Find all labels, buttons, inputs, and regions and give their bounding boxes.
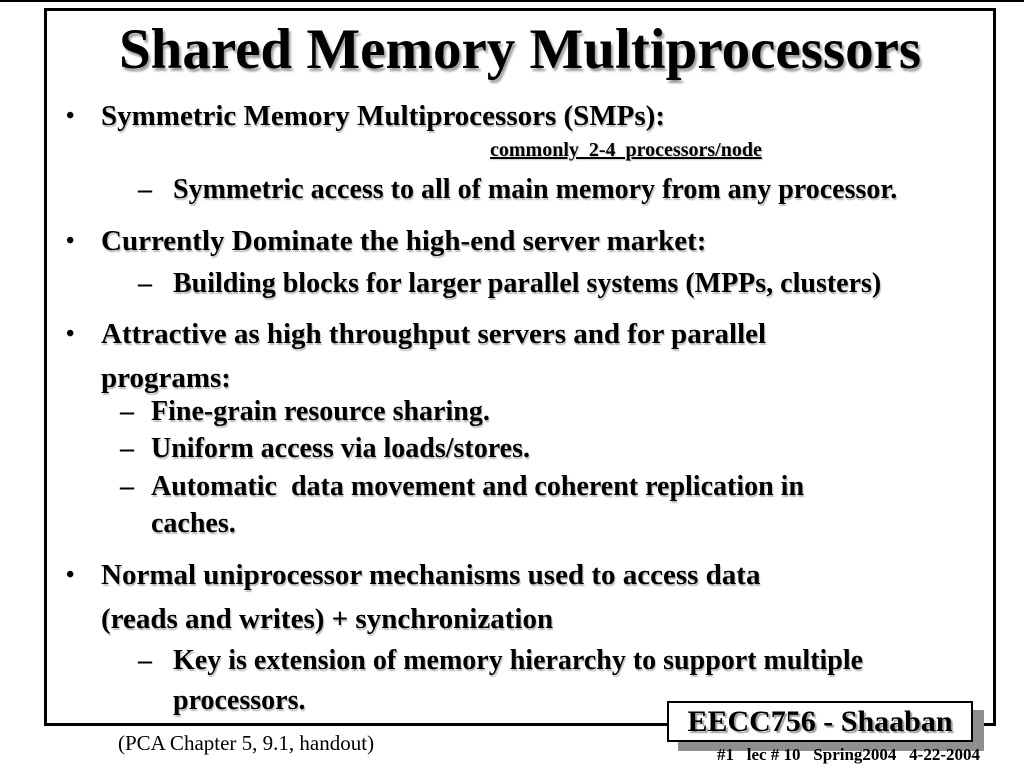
dash-icon: – [138,645,152,676]
bullet-item [0,312,1024,400]
bullet-icon: • [66,562,75,588]
top-border-line [0,0,1024,2]
dash-icon: – [138,174,152,205]
sub-bullet-item [0,430,1024,467]
sub-bullet-item [0,170,1024,210]
sub-bullet-text: Building blocks for larger parallel systems (MPPs, clusters) [173,268,882,299]
bullet-text: Normal uniprocessor mechanisms used to access data [101,559,761,591]
sub-bullet-text: Fine-grain resource sharing. [151,396,490,427]
bullet-icon: • [66,228,75,254]
sub-bullet-item [0,468,1024,542]
bullet-text: Symmetric Memory Multiprocessors (SMPs): [101,100,665,132]
bullet-icon: • [66,321,75,347]
course-badge: EECC756 - Shaaban [667,701,973,742]
dash-icon: – [138,268,152,299]
bullet-text: Attractive as high throughput servers and for parallel [101,318,767,350]
footer-reference: (PCA Chapter 5, 9.1, handout) [118,731,375,755]
dash-icon: – [120,396,134,427]
bullet-text: programs: [101,362,231,394]
sub-bullet-text: Automatic data movement and coherent replication in [151,471,805,502]
sub-bullet-text: Uniform access via loads/stores. [151,433,530,464]
sub-bullet-text: processors. [173,685,306,716]
dash-icon: – [120,433,134,464]
note-text: commonly 2-4 processors/node [490,139,762,161]
slide-info: #1 lec # 10 Spring2004 4-22-2004 [716,745,980,764]
sub-bullet-item [0,393,1024,430]
bullet-text: (reads and writes) + synchronization [101,603,554,635]
sub-bullet-text: caches. [151,508,236,539]
bullet-icon: • [66,103,75,129]
slide-title: Shared Memory Multiprocessors [118,18,922,81]
bullet-item [0,553,1024,641]
sub-bullet-text: Symmetric access to all of main memory from any processor. [173,174,898,205]
bullet-item [0,219,1024,263]
bullet-item [0,94,1024,138]
sub-bullet-text: Key is extension of memory hierarchy to support multiple [173,645,864,676]
sub-bullet-item [0,264,1024,304]
dash-icon: – [120,471,134,502]
bullet-text: Currently Dominate the high-end server market: [101,225,707,257]
